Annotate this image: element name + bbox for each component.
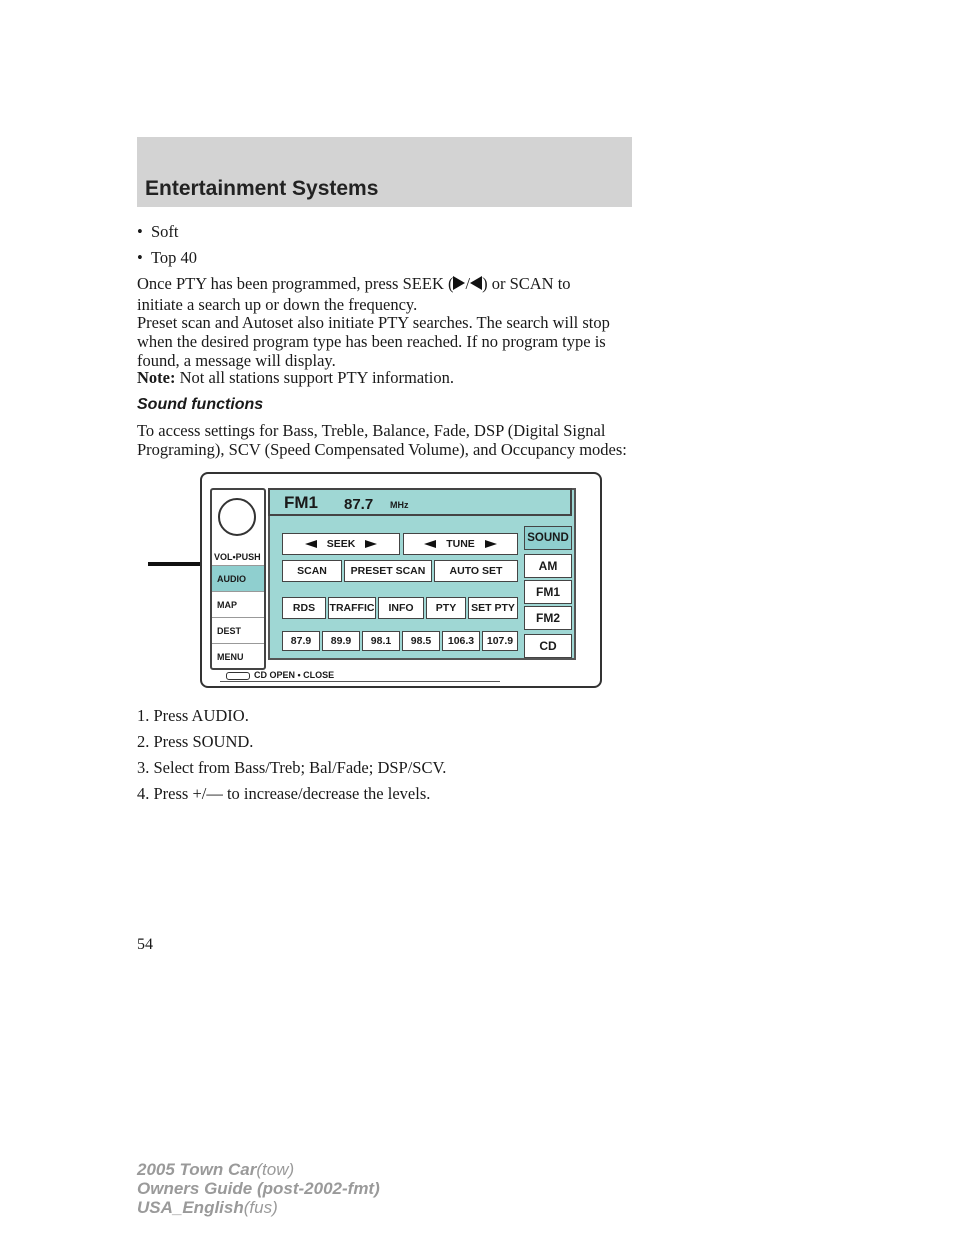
volume-knob[interactable] — [218, 498, 256, 536]
band-readout: FM1 — [284, 493, 318, 512]
section-title: Entertainment Systems — [145, 177, 379, 200]
page-number: 54 — [137, 936, 153, 953]
seek-paragraph-line2: initiate a search up or down the frequency. — [137, 295, 418, 314]
preset-5-button[interactable]: 106.3 — [442, 631, 480, 651]
note-paragraph: Note: Not all stations support PTY information. — [137, 368, 454, 387]
preset-2-button[interactable]: 89.9 — [322, 631, 360, 651]
cd-button[interactable]: CD — [524, 634, 572, 658]
set-pty-button[interactable]: SET PTY — [468, 597, 518, 619]
frequency-readout: 87.7 — [344, 496, 374, 513]
pty-button[interactable]: PTY — [426, 597, 466, 619]
step-item: 2. Press SOUND. — [137, 732, 254, 751]
tune-button[interactable]: TUNE — [403, 533, 518, 555]
traffic-button[interactable]: TRAFFIC — [328, 597, 376, 619]
radio-illustration — [148, 470, 603, 688]
info-button[interactable]: INFO — [378, 597, 424, 619]
left-control-panel — [210, 488, 266, 670]
audio-button[interactable]: AUDIO — [212, 565, 264, 591]
seek-down-arrow-icon — [470, 276, 482, 290]
scan-button[interactable]: SCAN — [282, 560, 342, 582]
seek-paragraph: Once PTY has been programmed, press SEEK ( / ) or SCAN to — [137, 274, 571, 293]
step-item: 4. Press +/— to increase/decrease the levels. — [137, 784, 431, 803]
auto-set-button[interactable]: AUTO SET — [434, 560, 518, 582]
frequency-unit: MHz — [390, 500, 409, 510]
bullet-item: • Top 40 — [137, 248, 198, 267]
subheading-sound-functions: Sound functions — [137, 396, 264, 413]
preset-paragraph: Preset scan and Autoset also initiate PTY searches. The search will stop when the desired program type has been reached. If no program type is found, a message will display. — [137, 313, 610, 370]
dest-button[interactable]: DEST — [212, 617, 264, 643]
seek-left-icon — [305, 540, 317, 548]
rds-button[interactable]: RDS — [282, 597, 326, 619]
seek-up-arrow-icon — [453, 276, 465, 290]
bullet-item: • Soft — [137, 222, 179, 241]
step-item: 3. Select from Bass/Treb; Bal/Fade; DSP/SCV. — [137, 758, 447, 777]
cd-open-close-label: CD OPEN • CLOSE — [254, 670, 335, 680]
step-item: 1. Press AUDIO. — [137, 706, 249, 725]
map-button[interactable]: MAP — [212, 591, 264, 617]
fm2-button[interactable]: FM2 — [524, 606, 572, 630]
tune-left-icon — [424, 540, 436, 548]
fm1-button[interactable]: FM1 — [524, 580, 572, 604]
seek-right-icon — [365, 540, 377, 548]
sound-button[interactable]: SOUND — [524, 526, 572, 550]
tune-right-icon — [485, 540, 497, 548]
vol-push-label: VOL•PUSH — [214, 552, 261, 562]
document-footer: 2005 Town Car(tow) Owners Guide (post-2002-fmt) USA_English(fus) — [137, 1160, 380, 1217]
preset-3-button[interactable]: 98.1 — [362, 631, 400, 651]
cd-slot-icon[interactable] — [226, 672, 250, 680]
pointer-arrow-line — [148, 562, 206, 566]
frequency-display — [268, 488, 572, 516]
seek-button[interactable]: SEEK — [282, 533, 400, 555]
cd-divider — [220, 681, 500, 682]
section-header-band — [137, 137, 632, 207]
preset-6-button[interactable]: 107.9 — [482, 631, 518, 651]
preset-scan-button[interactable]: PRESET SCAN — [344, 560, 432, 582]
preset-1-button[interactable]: 87.9 — [282, 631, 320, 651]
menu-button[interactable]: MENU — [212, 643, 264, 669]
preset-4-button[interactable]: 98.5 — [402, 631, 440, 651]
am-button[interactable]: AM — [524, 554, 572, 578]
intro-paragraph: To access settings for Bass, Treble, Balance, Fade, DSP (Digital Signal Programing), SCV (Speed Compensated Volume), and Occupancy modes: — [137, 421, 627, 459]
